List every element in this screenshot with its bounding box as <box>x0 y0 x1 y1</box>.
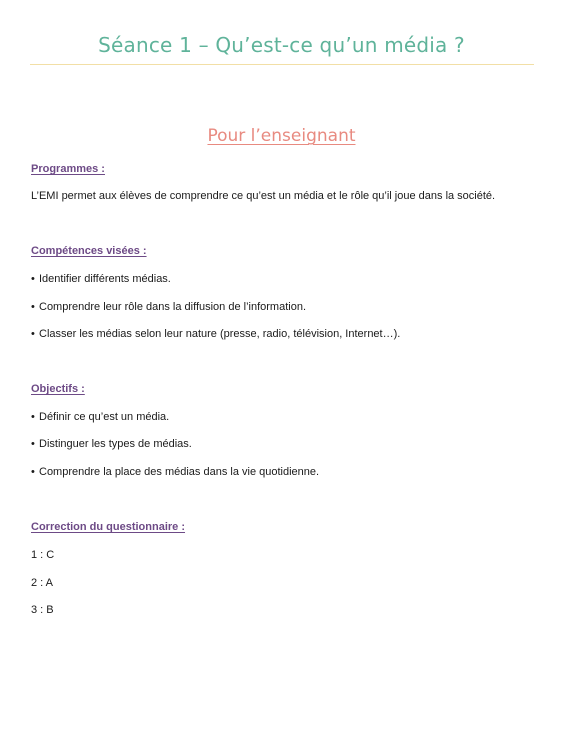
bullet-glyph: • <box>31 328 35 340</box>
page-subtitle <box>0 126 563 146</box>
title-divider <box>30 64 534 65</box>
objectifs-item-text: Comprendre la place des médias dans la vie quotidienne. <box>39 466 320 478</box>
answer-item: 1 : C <box>31 549 55 561</box>
bullet-glyph: • <box>31 301 35 313</box>
competences-item-text: Identifier différents médias. <box>39 273 171 285</box>
competences-item <box>31 301 306 313</box>
section-heading-objectifs: Objectifs : <box>31 383 85 395</box>
objectifs-item-text: Distinguer les types de médias. <box>39 438 192 450</box>
objectifs-item <box>31 411 169 423</box>
objectifs-item-text: Définir ce qu’est un média. <box>39 411 170 423</box>
section-heading-correction: Correction du questionnaire : <box>31 521 186 533</box>
bullet-glyph: • <box>31 411 35 423</box>
subtitle-text: Pour l’enseignant <box>207 126 356 146</box>
programmes-text: L’EMI permet aux élèves de comprendre ce qu’est un média et le rôle qu’il joue dans la société. <box>31 190 496 202</box>
section-heading-competences: Compétences visées : <box>31 245 147 257</box>
bullet-glyph: • <box>31 273 35 285</box>
bullet-glyph: • <box>31 466 35 478</box>
page-title: Séance 1 – Qu’est-ce qu’un média ? <box>98 33 465 57</box>
objectifs-item <box>31 438 192 450</box>
section-heading-programmes: Programmes : <box>31 163 105 175</box>
answer-item: 3 : B <box>31 604 54 616</box>
answer-item: 2 : A <box>31 577 54 589</box>
competences-item <box>31 273 171 285</box>
objectifs-item <box>31 466 319 478</box>
competences-item-text: Classer les médias selon leur nature (presse, radio, télévision, Internet…). <box>39 328 401 340</box>
bullet-glyph: • <box>31 438 35 450</box>
competences-item-text: Comprendre leur rôle dans la diffusion de l’information. <box>39 301 306 313</box>
competences-item <box>31 328 400 340</box>
